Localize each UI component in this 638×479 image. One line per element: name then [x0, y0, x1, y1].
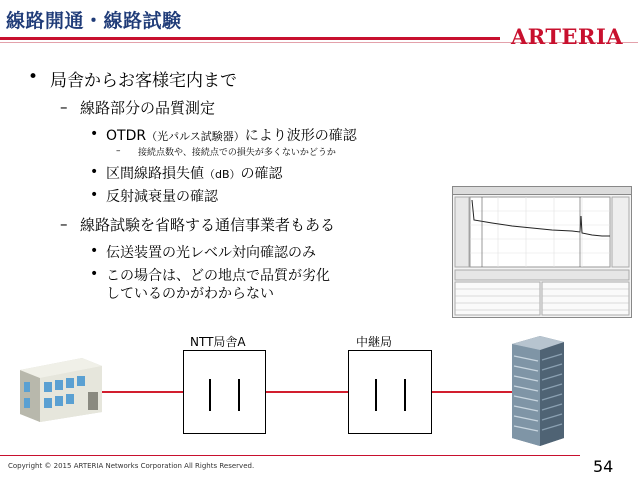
title-underline	[0, 37, 500, 40]
relay-port-right	[404, 379, 406, 411]
relay-station-box	[348, 350, 432, 434]
page-number: 54	[593, 457, 614, 476]
bullet-transmission: 伝送装置の光レベル対向確認のみ	[106, 245, 316, 261]
bullet-case-line1: この場合は、どの地点で品質が劣化	[106, 268, 330, 284]
relay-port-left	[375, 379, 377, 411]
bullet-loss	[106, 163, 283, 183]
bullet-dot: •	[90, 243, 99, 259]
office-building-icon	[12, 352, 104, 424]
bullet-otdr-sub: 接続点数や、接続点での損失が多くないかどうか	[138, 148, 336, 158]
dash-marker: –	[116, 146, 121, 156]
bullet-otdr	[106, 125, 357, 145]
bullet-dot: •	[28, 67, 39, 87]
dash-marker: –	[60, 215, 68, 233]
bullet-dot: •	[90, 126, 99, 142]
arteria-logo: ARTERIA	[511, 24, 624, 49]
tower-building-icon	[506, 334, 568, 448]
bullet-case-line2: しているのかがわからない	[106, 286, 274, 302]
bullet-reflection: 反射減衰量の確認	[106, 189, 218, 205]
bullet-dot: •	[90, 164, 99, 180]
otdr-prefix: OTDR	[106, 128, 147, 144]
otdr-paren: （光パルス試験器）	[146, 130, 245, 143]
bullet-quality-measure: 線路部分の品質測定	[80, 99, 216, 117]
footer-divider	[0, 455, 580, 456]
ntt-office-box	[183, 350, 266, 434]
ntt-port-right	[238, 379, 240, 411]
dash-marker: –	[60, 98, 68, 116]
bullet-dot: •	[90, 266, 99, 282]
relay-station-label: 中継局	[356, 335, 393, 349]
otdr-screenshot-icon	[452, 186, 632, 318]
bullet-dot: •	[90, 187, 99, 203]
ntt-port-left	[209, 379, 211, 411]
loss-prefix: 区間線路損失値	[106, 166, 204, 182]
otdr-suffix: により波形の確認	[244, 128, 357, 144]
bullet-level1: 局舎からお客様宅内まで	[50, 71, 237, 91]
ntt-office-label: NTT局舎A	[190, 335, 246, 349]
loss-suffix: の確認	[240, 166, 283, 182]
copyright-text: Copyright © 2015 ARTERIA Networks Corporation All Rights Reserved.	[8, 462, 255, 470]
loss-paren: （dB）	[204, 168, 241, 181]
bullet-omit-test: 線路試験を省略する通信事業者もある	[80, 216, 336, 234]
page-title: 線路開通・線路試験	[6, 10, 182, 32]
fiber-line	[40, 391, 560, 393]
